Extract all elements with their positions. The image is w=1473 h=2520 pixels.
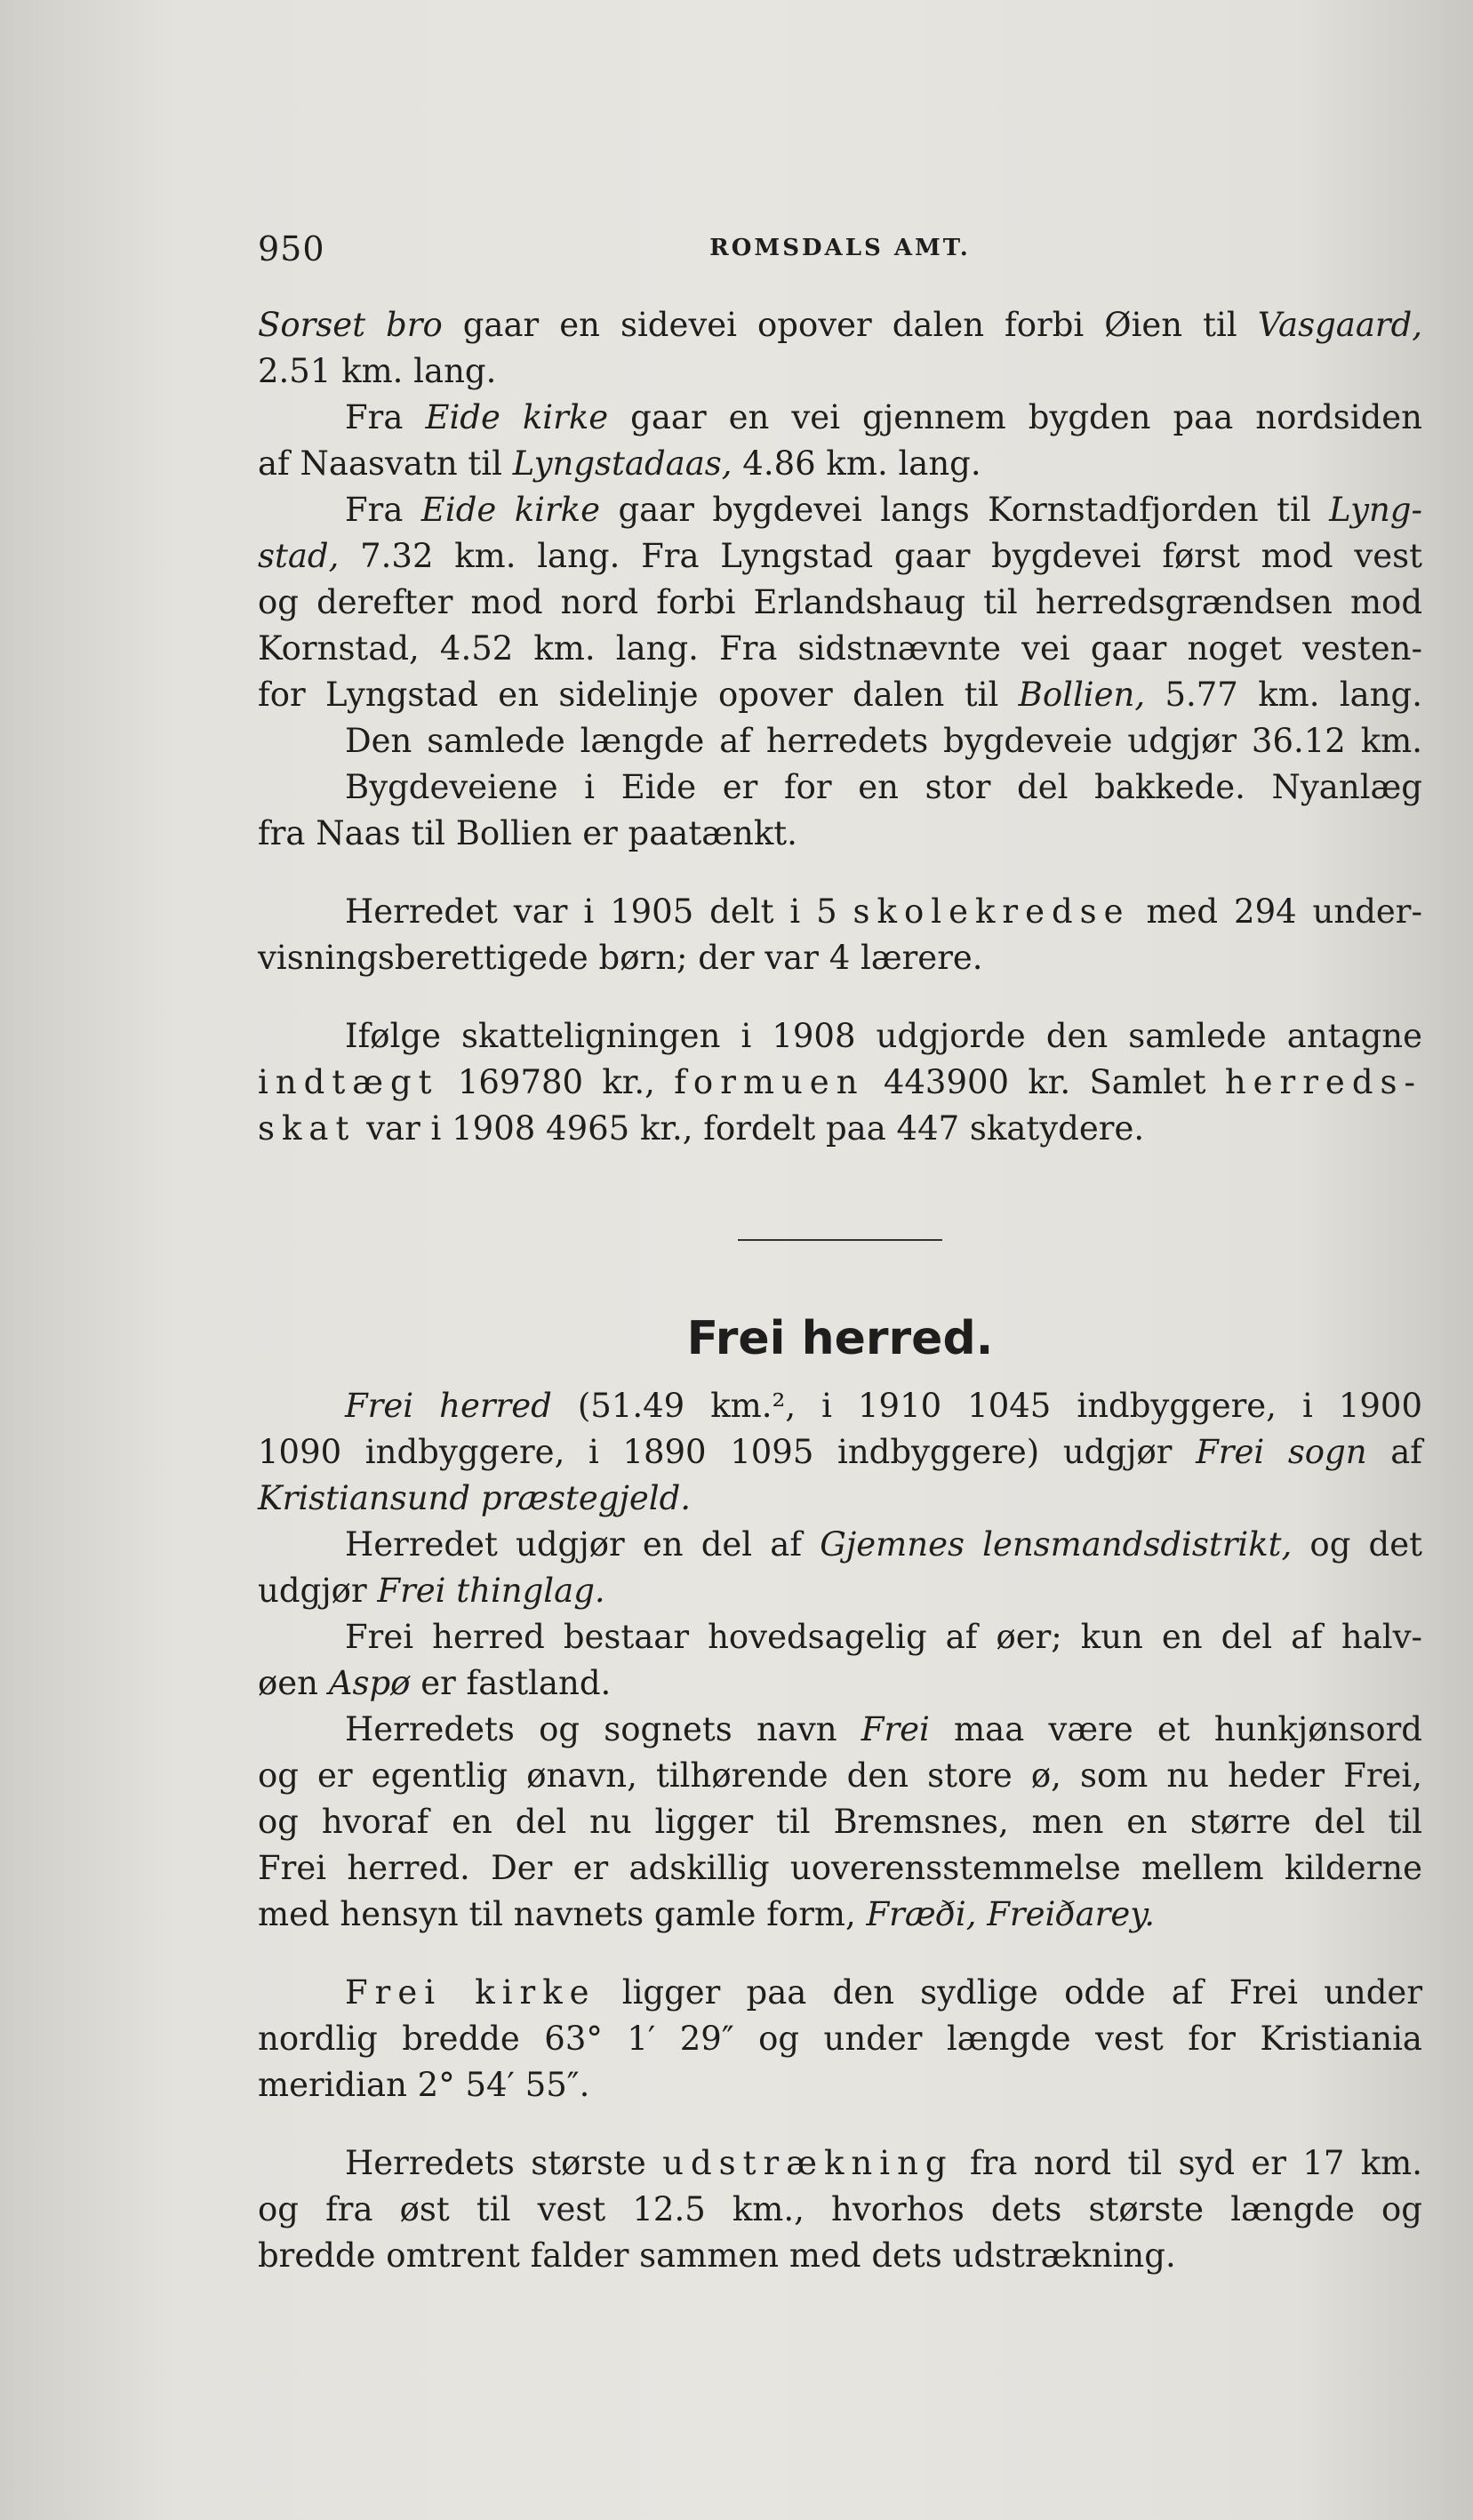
italic-place-name: Kristiansund præstegjeld.: [258, 1479, 692, 1517]
text-line: [258, 889, 1422, 935]
text-line: meridian 2° 54′ 55″.: [258, 2066, 590, 2104]
italic-place-name: Fræði, Freiðarey.: [866, 1895, 1156, 1933]
spaced-term: skat: [258, 1109, 356, 1148]
text-line: [258, 2140, 1422, 2187]
text-span: fra nord til syd er 17 km.: [953, 2144, 1423, 2182]
paragraph-roads: [258, 302, 1422, 857]
italic-place-name: Frei sogn: [1196, 1433, 1367, 1471]
italic-place-name: Eide kirke: [425, 398, 609, 436]
text-line: [258, 1522, 1422, 1568]
text-line: [258, 672, 1422, 718]
text-span: er fastland.: [410, 1664, 612, 1702]
text-line: fra Naas til Bollien er paatænkt.: [258, 814, 797, 852]
paragraph-frei-intro: [258, 1383, 1422, 1938]
italic-place-name: Lyngstadaas,: [512, 444, 732, 483]
spacer: [258, 981, 1422, 1013]
text-line: [258, 1707, 1422, 1753]
text-span: med 294 under-: [1130, 892, 1422, 931]
italic-place-name: Frei thinglag.: [377, 1572, 605, 1610]
spaced-term: Frei kirke: [345, 1973, 596, 2012]
italic-place-name: Vasgaard,: [1257, 306, 1423, 344]
text-line: nordlig bredde 63° 1′ 29″ og under længde vest for Kristiania: [258, 2020, 1422, 2058]
text-line: og hvoraf en del nu ligger til Bremsnes, men en større del til: [258, 1803, 1422, 1841]
italic-place-name: Bollien,: [1018, 676, 1146, 714]
running-head: ROMSDALS AMT.: [709, 235, 971, 261]
text-span: af Naasvatn til: [258, 444, 513, 483]
text-span: 443900 kr. Samlet: [864, 1063, 1225, 1101]
text-line: [258, 1568, 1422, 1614]
spacer: [258, 857, 1422, 889]
italic-place-name: Sorset bro: [258, 306, 443, 344]
text-line: [258, 302, 1422, 348]
text-span: gaar bygdevei langs Kornstadfjorden til: [600, 491, 1330, 529]
paragraph-taxes: [258, 1013, 1422, 1152]
text-span: Herredets største: [345, 2144, 663, 2182]
text-line: [258, 1476, 1422, 1522]
italic-place-name: Gjemnes lensmandsdistrikt,: [820, 1525, 1293, 1564]
text-line: [258, 395, 1422, 441]
text-span: med hensyn til navnets gamle form,: [258, 1895, 867, 1933]
text-line: [258, 1970, 1422, 2016]
text-span: udgjør: [258, 1572, 378, 1610]
spaced-term: skolekredse: [853, 892, 1131, 931]
text-span: 1090 indbyggere, i 1890 1095 indbyggere) udgjør: [258, 1433, 1197, 1471]
text-line: [258, 1060, 1422, 1106]
text-line: og fra øst til vest 12.5 km., hvorhos dets største længde og: [258, 2190, 1422, 2228]
text-line: [258, 1106, 1422, 1152]
text-span: for Lyngstad en sidelinje opover dalen til: [258, 676, 1019, 714]
paragraph-schools: [258, 889, 1422, 981]
text-line: [258, 1892, 1422, 1938]
paragraph-frei-church: [258, 1970, 1422, 2108]
page-body: [258, 302, 1422, 2279]
text-line: Frei herred. Der er adskillig uoverensstemmelse mellem kilderne: [258, 1849, 1422, 1887]
italic-place-name: Eide kirke: [420, 491, 600, 529]
text-span: af: [1366, 1433, 1422, 1471]
spacer: [258, 2108, 1422, 2140]
text-line: [258, 487, 1422, 533]
spaced-term: herreds-: [1224, 1063, 1422, 1101]
text-span: (51.49 km.², i 1910 1045 indbyggere, i 1900: [551, 1387, 1422, 1425]
text-span: øen: [258, 1664, 329, 1702]
text-span: gaar en vei gjennem bygden paa nordsiden: [608, 398, 1422, 436]
text-span: Herredets og sognets navn: [345, 1710, 861, 1748]
text-line: bredde omtrent falder sammen med dets udstrækning.: [258, 2236, 1176, 2275]
text-line: Frei herred bestaar hovedsagelig af øer; kun en del af halv-: [345, 1618, 1422, 1656]
spaced-term: udstrækning: [662, 2144, 954, 2182]
text-span: og det: [1292, 1525, 1422, 1564]
text-span: var i 1908 4965 kr., fordelt paa 447 skatydere.: [356, 1109, 1145, 1148]
text-line: [258, 1383, 1422, 1429]
text-line: visningsberettigede børn; der var 4 lærere.: [258, 939, 983, 977]
page-number: 950: [258, 229, 325, 268]
text-line: Ifølge skatteligningen i 1908 udgjorde den samlede antagne: [345, 1017, 1422, 1055]
spaced-term: indtægt: [258, 1063, 439, 1101]
text-span: 169780 kr.,: [438, 1063, 675, 1101]
text-span: ligger paa den sydlige odde af Frei under: [596, 1973, 1423, 2012]
italic-place-name: Aspø: [328, 1664, 411, 1702]
text-line: Bygdeveiene i Eide er for en stor del bakkede. Nyanlæg: [345, 768, 1422, 806]
italic-place-name: Frei: [861, 1710, 930, 1748]
text-span: Herredet udgjør en del af: [345, 1525, 821, 1564]
text-line: og derefter mod nord forbi Erlandshaug til herredsgrændsen mod: [258, 583, 1422, 621]
text-line: Den samlede længde af herredets bygdeveie udgjør 36.12 km.: [345, 722, 1422, 760]
text-line: Kornstad, 4.52 km. lang. Fra sidstnævnte vei gaar noget vesten-: [258, 629, 1422, 668]
italic-place-name: Frei herred: [345, 1387, 552, 1425]
page-header: [258, 229, 1422, 268]
text-span: 5.77 km. lang.: [1145, 676, 1422, 714]
text-line: [258, 441, 1422, 487]
text-line: [258, 1429, 1422, 1476]
text-span: 7.32 km. lang. Fra Lyngstad gaar bygdevei først mod vest: [339, 537, 1422, 575]
text-span: Herredet var i 1905 delt i 5: [345, 892, 853, 931]
text-line: [258, 1660, 1422, 1707]
text-span: Fra: [345, 398, 426, 436]
text-span: 4.86 km. lang.: [732, 444, 981, 483]
text-span: Fra: [345, 491, 421, 529]
paragraph-frei-extent: [258, 2140, 1422, 2279]
italic-place-name: stad,: [258, 537, 340, 575]
spacer: [258, 1241, 1422, 1294]
spacer: [258, 1938, 1422, 1970]
section-title: Frei herred.: [686, 1312, 994, 1365]
text-line: 2.51 km. lang.: [258, 352, 497, 390]
italic-place-name: Lyng-: [1329, 491, 1422, 529]
text-line: og er egentlig ønavn, tilhørende den store ø, som nu heder Frei,: [258, 1756, 1422, 1795]
text-line: [258, 533, 1422, 580]
text-span: gaar en sidevei opover dalen forbi Øien til: [442, 306, 1258, 344]
spaced-term: formuen: [674, 1063, 865, 1101]
text-span: maa være et hunkjønsord: [929, 1710, 1422, 1748]
spacer: [258, 1152, 1422, 1239]
